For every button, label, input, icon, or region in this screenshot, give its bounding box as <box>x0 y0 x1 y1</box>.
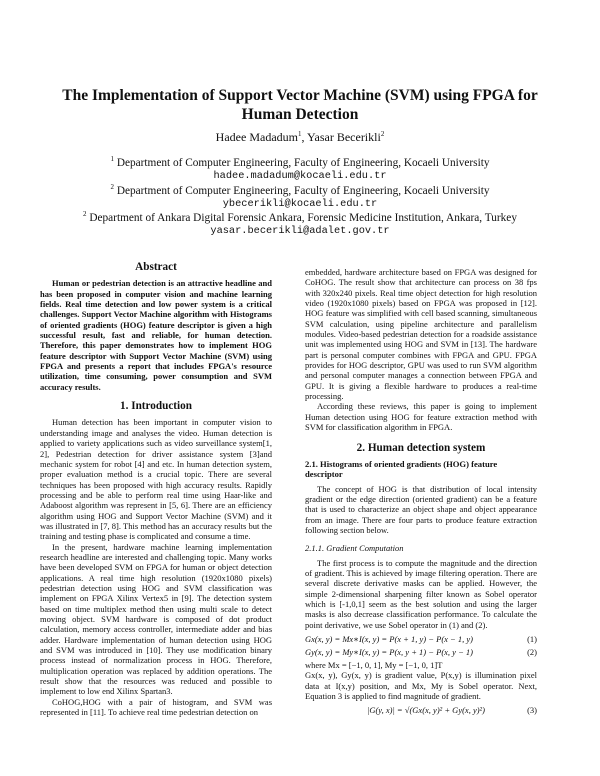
left-column <box>40 262 272 717</box>
affiliation-1: $^1$ Department of Computer Engineering, Faculty of Engineering, Kocaeli University <box>110 155 490 169</box>
affiliation-3: $^2$ Department of Ankara Digital Forensic Ankara, Forensic Medicine Institution, Ankara, Turkey <box>83 210 517 224</box>
author-name: Hadee Madadum <box>215 130 298 144</box>
subsection-2-1-text: The concept of HOG is that distribution of local intensity gradient or the edge direction (oriented gradient) can be a feature that is used to characterize an object shape and object appearance from an image. There are four parts to produce feature extraction following section below. <box>305 483 537 535</box>
body-paragraph: embedded, hardware architecture based on FPGA was designed for CoHOG. The result show that architecture can process on 38 fps with 320x240 pixels. Real time object detection for high resolution video (1920x1080 pixels) based on FPGA was proposed in [12]. HOG feature was simplified with cell based scanning, simultaneous SVM calculation, using pipeline architecture and parallelism modules. Video-based pedestrian detection for a roadside assistance unit was implemented using HOG and SVM in [13]. The hardware part is personal computer combines with FPGA and GPU. FPGA provides for HOG descriptor, GPU was used to run SVM algorithm and personal computer manages a connection between FPGA and GPU. It is giving a flexible hardware to produces a real-time processing. <box>305 267 537 402</box>
abstract-heading: Abstract <box>135 261 177 273</box>
equation-3: |G(y, x)| = √(Gx(x, y)² + Gy(x, y)²) (3) <box>367 705 537 716</box>
equation-explanation: Gx(x, y), Gy(x, y) is gradient value, P(x,y) is illumination pixel data at I(x,y) position, and Mx, My is Sobel operator. Next, Equation 3 is applied to find magnitude of gradient. <box>305 670 537 702</box>
body-paragraph: According these reviews, this paper is going to implement Human detection using HOG for feature extraction method with SVM for classification algorithm in FPGA. <box>305 401 537 433</box>
affiliation-2-email: ybecerikli@kocaeli.edu.tr <box>222 198 378 210</box>
intro-heading: 1. Introduction <box>120 400 192 413</box>
intro-paragraph: CoHOG,HOG with a pair of histogram, and SVM was represented in [11]. To achieve real time pedestrian detection on <box>40 696 272 718</box>
abstract-text: Human or pedestrian detection is an attractive headline and has been proposed in computer vision and machine learning fields. Real time detection and low power system is a critical challenges. Support Vector Machine algorithm with Histograms of oriented gradients (HOG) feature descriptor is given a high successful result, fast and reliable, for human detection. Therefore, this paper demonstrates how to implement HOG feature descriptor with Support Vector Machine (SVM) using FPGA and presents a report that includes FPGA's resource utilization, time consuming, power consumption and SVM accuracy results. <box>40 278 272 392</box>
author-name: Yasar Becerikli <box>307 130 381 144</box>
subsection-2-1-heading: 2.1. Histograms of oriented gradients (HOG) feature descriptor <box>305 458 498 480</box>
author-list: Hadee Madadum$^1$, Yasar Becerikli$^2$ <box>215 130 385 144</box>
affiliation-2: $^2$ Department of Computer Engineering, Faculty of Engineering, Kocaeli University <box>110 183 490 197</box>
affiliation-3-email: yasar.becerikli@adalet.gov.tr <box>210 225 390 237</box>
equation-1: Gx(x, y) = Mx∗I(x, y) = P(x + 1, y) − P(x − 1, y) (1) <box>305 634 537 644</box>
equation-where-line: where Mx = [−1, 0, 1], My = [−1, 0, 1]T <box>305 660 443 670</box>
paper-title: The Implementation of Support Vector Machine (SVM) using FPGA for Human Detection <box>62 87 538 123</box>
right-column <box>305 267 537 718</box>
intro-paragraph: Human detection has been important in computer vision to understanding image and analyses the video. Human detection is applied to variety applications such as video surveillance system[1, 2], Pedestrian detection for driver assistance system [3]and mechanic system for robot [4] and etc. In human detection system, proper evaluation method is a crucial topic. There are several techniques has been proposed with high accuracy results. Rapidly processing and be able to perform real time using Haar-like and Adaboost algorithm was represent in [5, 6]. There are an efficiency algorithm using HOG and Support Vector Machine (SVM) and it was illustrated in [7, 8]. This method has an accuracy results but the training and testing phase is complicated and consume a time. <box>40 417 272 542</box>
subsection-2-1-1-text: The first process is to compute the magnitude and the direction of gradient. This is achieved by image filtering operation. There are several discrete derivative masks can be applied. However, the simple 2-dimensional sharpening filter known as Sobel operator which is [-1,0,1] seem as the best solution and using the larger masks is also decrease classification performance. To calculate the point derivative, we use Sobel operator in (1) and (2). <box>305 557 537 630</box>
section-2-heading: 2. Human detection system <box>356 441 486 454</box>
equation-2: Gy(x, y) = My∗I(x, y) = P(x, y + 1) − P(x, y − 1) (2) <box>305 647 537 657</box>
affiliation-1-email: hadee.madadum@kocaeli.edu.tr <box>213 170 387 182</box>
subsection-2-1-1-heading: 2.1.1. Gradient Computation <box>305 543 404 554</box>
intro-paragraph: In the present, hardware machine learning implementation research headline are interested and challenging topic. Many works have been developed SVM on FPGA for human or object detection applications. A real time high resolution (1920x1080 pixels) pedestrian detection using HOG and SVM classification was implement on FPGA Xilinx Vertex5 in [9]. The detection system based on time multiplex method then using multi scale to detect moving object. SVM hardware is composed of dot product calculation, memory access controller, intermediate adder and bias adder. Hardware implementation of human detection using HOG and SVM was introduced in [10]. They use modification binary process instead of normalization process in HOG. Therefore, multiplication operation was replaced by addition operations. The result show that the resources was reduced and possible to implement to low end Xilinx Spartan3. <box>40 541 272 697</box>
